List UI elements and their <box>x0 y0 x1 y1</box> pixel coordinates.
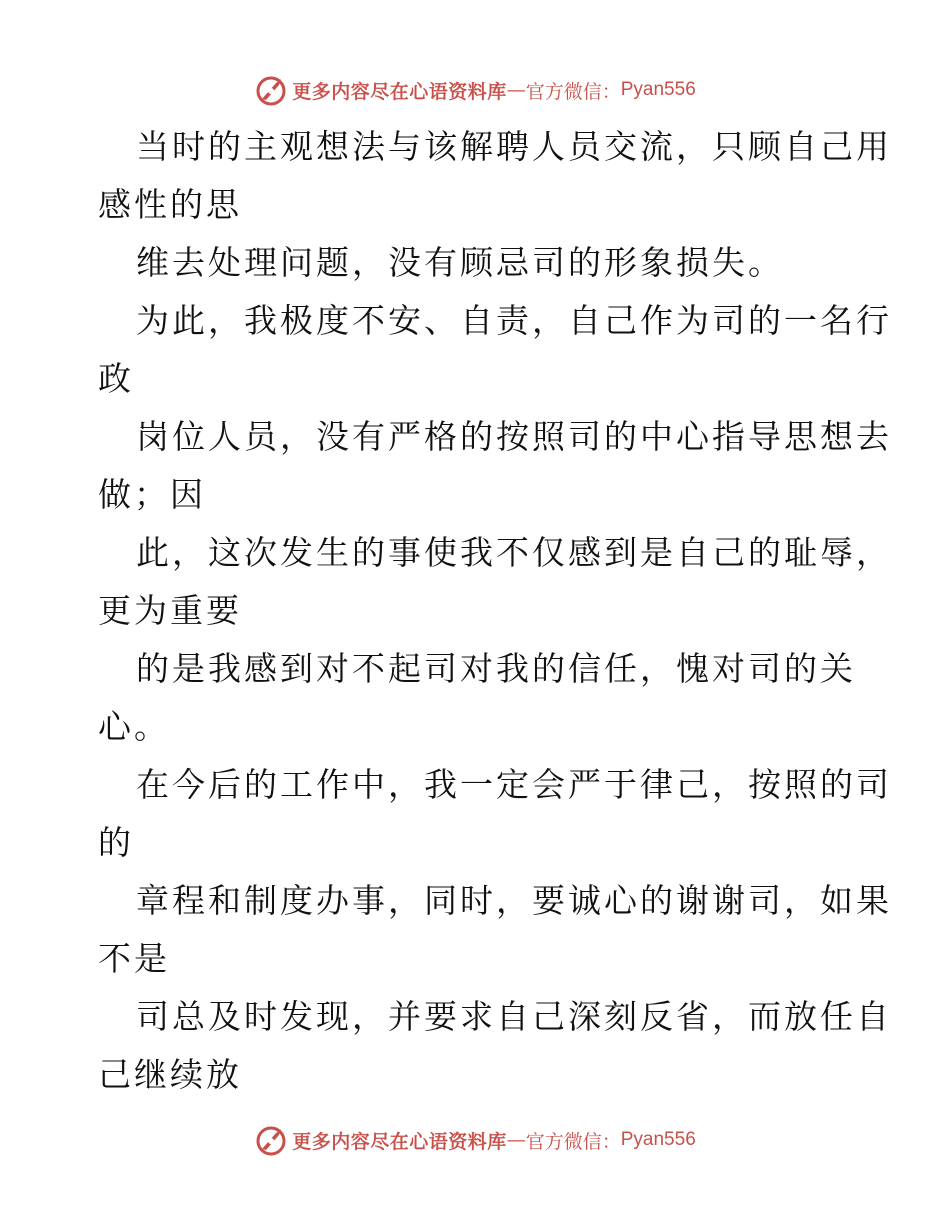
quill-pen-logo-icon <box>254 1123 288 1157</box>
header-brand-text: 更多内容尽在心语资料库 <box>292 80 507 103</box>
header-wechat-id: Pyan556 <box>620 79 696 100</box>
body-line-3: 维去处理问题，没有顾忌司的形象损失。 <box>136 243 784 282</box>
footer-dash: — <box>506 1129 526 1151</box>
body-line-11: 心。 <box>98 707 170 746</box>
body-line-7: 做；因 <box>98 475 206 514</box>
footer-wechat-id: Pyan556 <box>620 1129 696 1150</box>
body-line-5: 政 <box>98 359 134 398</box>
footer-brand-text: 更多内容尽在心语资料库 <box>292 1130 507 1153</box>
body-line-10: 的是我感到对不起司对我的信任，愧对司的关 <box>136 649 856 688</box>
quill-pen-logo-icon <box>254 73 288 107</box>
body-line-14: 章程和制度办事，同时，要诚心的谢谢司，如果 <box>136 881 892 920</box>
document-body <box>98 118 892 1104</box>
body-line-2: 感性的思 <box>98 185 242 224</box>
header-official-label: 官方微信： <box>525 80 621 103</box>
body-line-15: 不是 <box>98 939 170 978</box>
body-line-12: 在今后的工作中，我一定会严于律己，按照的司 <box>136 765 892 804</box>
body-line-17: 己继续放 <box>98 1055 242 1094</box>
body-line-13: 的 <box>98 823 134 862</box>
footer-official-label: 官方微信： <box>525 1130 621 1153</box>
body-line-9: 更为重要 <box>98 591 242 630</box>
footer-watermark-banner <box>0 1120 950 1160</box>
header-watermark-banner <box>0 70 950 110</box>
body-line-6: 岗位人员，没有严格的按照司的中心指导思想去 <box>136 417 892 456</box>
body-line-8: 此，这次发生的事使我不仅感到是自己的耻辱， <box>136 533 892 572</box>
body-line-16: 司总及时发现，并要求自己深刻反省，而放任自 <box>136 997 892 1036</box>
body-line-1: 当时的主观想法与该解聘人员交流，只顾自己用 <box>136 127 892 166</box>
header-dash: — <box>506 79 526 101</box>
body-line-4: 为此，我极度不安、自责，自己作为司的一名行 <box>136 301 892 340</box>
